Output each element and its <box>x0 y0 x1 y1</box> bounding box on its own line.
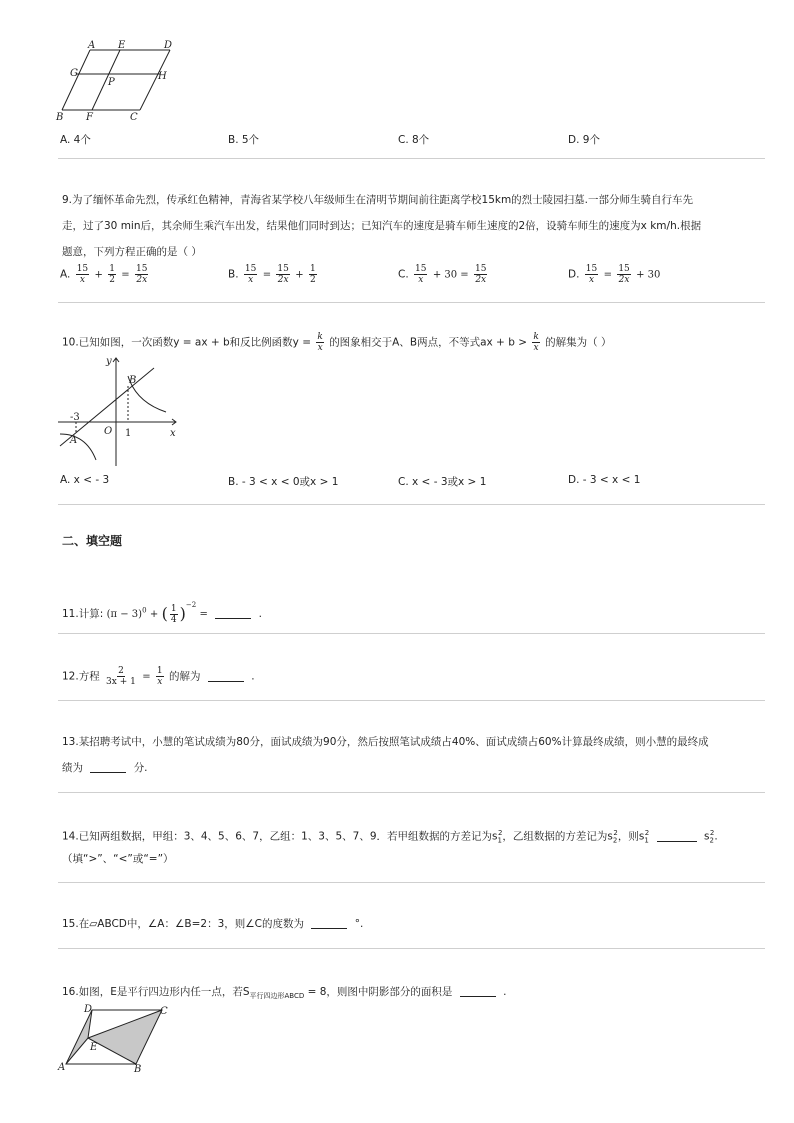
q11-expr: (π − 3) <box>106 609 143 620</box>
q14-text: 14.已知两组数据，甲组：3、4、5、6、7，乙组：1、3、5、7、9．若甲组数据的方差记为s <box>62 830 498 843</box>
answer-blank[interactable] <box>657 841 697 842</box>
operator: = <box>142 671 151 683</box>
q10-text-b: 的图象相交于A、B两点，不等式ax + b > <box>329 336 527 349</box>
option-letter: A. <box>60 268 71 281</box>
fraction: $\frac{15}{x}$ <box>585 264 598 285</box>
q10-option-d[interactable]: D. - 3 < x < 1 <box>568 474 641 486</box>
operator: = <box>121 269 130 281</box>
q12-prefix: 12.方程 <box>62 670 100 683</box>
option-letter: C. <box>398 268 409 281</box>
option-letter: B. <box>228 268 239 281</box>
q11-prefix: 11.计算: <box>62 608 104 620</box>
divider <box>58 700 765 701</box>
q10-option-c[interactable]: C. x < - 3或x > 1 <box>398 476 487 488</box>
q13-text: 分. <box>133 762 148 774</box>
answer-blank[interactable] <box>460 996 496 997</box>
q16-label-b: B <box>134 1064 142 1074</box>
divider <box>58 302 765 303</box>
divider <box>58 158 765 159</box>
subscript: 1 <box>644 836 649 845</box>
subscript: 1 <box>497 836 502 845</box>
fraction: $\frac{15}{2x}$ <box>475 264 487 285</box>
q9-option-a[interactable] <box>60 264 150 285</box>
q16-label-d: D <box>84 1004 93 1015</box>
exponent: −2 <box>185 601 197 609</box>
q10-text-a: 10.已知如图，一次函数y = ax + b和反比例函数y = <box>62 336 312 349</box>
superscript: 2 <box>644 829 650 837</box>
q9-line-3: 题意，下列方程正确的是（ ） <box>62 246 202 258</box>
q8-figure <box>52 38 182 122</box>
q16-label-c: C <box>160 1006 168 1017</box>
answer-blank[interactable] <box>311 928 347 929</box>
q10-figure <box>56 350 186 470</box>
q15-stem <box>62 916 363 932</box>
option-letter: D. <box>568 268 580 281</box>
q8-label-h: H <box>158 71 167 82</box>
q16-figure <box>54 1000 178 1074</box>
fraction: $\frac{k}{x}$ <box>317 332 323 353</box>
q16-text: 16.如图，E是平行四边形内任一点，若S <box>62 986 250 998</box>
q8-label-f: F <box>86 112 93 122</box>
q9-option-c[interactable] <box>398 264 489 285</box>
q10-text-c: 的解集为（ ） <box>545 336 612 349</box>
punctuation: . <box>258 608 262 620</box>
fraction: $\frac{1}{4}$ <box>170 603 177 625</box>
superscript: 2 <box>613 829 618 837</box>
q14-text: ，乙组数据的方差记为s <box>502 830 613 843</box>
q8-label-d: D <box>164 40 173 51</box>
subscript: 2 <box>709 836 714 845</box>
q10-label-y: y <box>106 356 112 367</box>
subscript: 2 <box>612 836 618 845</box>
section-title: 二、填空题 <box>62 534 123 548</box>
q8-option-c[interactable]: C. 8个 <box>398 134 430 146</box>
q10-label-a: A <box>70 435 78 446</box>
q8-label-a: A <box>88 40 96 51</box>
operator: + <box>149 609 159 620</box>
q14-line-2: （填“>”、“<”或“=”） <box>62 853 174 865</box>
operator: + <box>94 269 103 281</box>
answer-blank[interactable] <box>90 772 126 773</box>
hyperbola-branch-2 <box>60 434 96 460</box>
punctuation: . <box>251 670 255 683</box>
q8-edge-ab <box>62 50 90 110</box>
q10-label-x: x <box>170 428 176 439</box>
q10-option-a[interactable]: A. x < - 3 <box>60 474 110 486</box>
answer-blank[interactable] <box>208 681 244 682</box>
q10-label-b: B <box>129 375 137 386</box>
fraction: $\frac{1}{2}$ <box>109 264 115 285</box>
q8-option-d[interactable]: D. 9个 <box>568 134 600 146</box>
q9-line-1: 9.为了缅怀革命先烈，传承红色精神，青海省某学校八年级师生在清明节期间前往距离学校15km的烈士陵园扫墓.一部分师生骑自行车先 <box>62 194 694 206</box>
divider <box>58 882 765 883</box>
q16-label-e: E <box>90 1042 98 1053</box>
q8-label-p: P <box>108 77 115 88</box>
fraction: $\frac{1}{x}$ <box>156 666 163 687</box>
operator: = <box>603 269 612 281</box>
q14-text: ，则s <box>617 830 645 843</box>
q8-line-ef <box>92 50 120 110</box>
q8-label-c: C <box>130 112 138 122</box>
operator: + 30 = <box>432 269 469 281</box>
divider <box>58 504 765 505</box>
q10-option-b[interactable]: B. - 3 < x < 0或x > 1 <box>228 476 339 488</box>
superscript: 2 <box>497 829 503 837</box>
punctuation: . <box>714 830 718 843</box>
q10-label-neg3: -3 <box>70 412 80 423</box>
exponent: 0 <box>142 606 147 615</box>
operator: = <box>262 269 272 281</box>
q15-text: 15.在▱ABCD中，∠A：∠B=2：3，则∠C的度数为 <box>62 918 305 930</box>
answer-blank[interactable] <box>215 618 251 619</box>
q16-label-a: A <box>58 1062 66 1073</box>
q13-line-2 <box>62 760 148 776</box>
q8-option-a[interactable]: A. 4个 <box>60 134 91 146</box>
fraction: $\frac{2}{3x + 1}$ <box>106 666 136 687</box>
q9-option-d[interactable] <box>568 264 660 285</box>
q12-suffix: 的解为 <box>169 670 201 683</box>
fraction: $\frac{15}{2x}$ <box>618 264 630 285</box>
operator: + 30 <box>636 269 661 281</box>
q14-line-1 <box>62 825 718 849</box>
divider <box>58 633 765 634</box>
fraction: $\frac{15}{2x}$ <box>277 264 289 285</box>
q8-label-b: B <box>56 112 64 122</box>
divider <box>58 948 765 949</box>
q9-line-2: 走，过了30 min后，其余师生乘汽车出发，结果他们同时到达；已知汽车的速度是骑车师生速度的2倍，设骑车师生的速度为x km/h.根据 <box>62 220 702 232</box>
q8-label-e: E <box>118 40 126 51</box>
q10-label-o: O <box>104 426 113 437</box>
q13-line-1: 13.某招聘考试中，小慧的笔试成绩为80分，面试成绩为90分，然后按照笔试成绩占40%、面试成绩占60%计算最终成绩，则小慧的最终成 <box>62 736 709 748</box>
punctuation: . <box>503 986 507 998</box>
operator: + <box>295 269 304 281</box>
superscript: 2 <box>709 829 715 837</box>
divider <box>58 792 765 793</box>
fraction: $\frac{15}{x}$ <box>76 264 89 285</box>
fraction: $\frac{15}{x}$ <box>415 264 427 285</box>
operator: = <box>199 609 208 620</box>
q15-text: °. <box>354 918 364 930</box>
fraction: $\frac{1}{2}$ <box>309 264 316 285</box>
q16-text: = 8，则图中阴影部分的面积是 <box>307 986 453 998</box>
q13-text: 绩为 <box>62 762 83 774</box>
q11-stem: 11.计算: $(\pi - 3)^0$ + ( $\frac{1}{4}$ )$^{-2}$ = . <box>62 601 262 625</box>
q9-option-b[interactable] <box>228 264 319 285</box>
q8-label-g: G <box>70 68 78 79</box>
fraction: $\frac{k}{x}$ <box>533 332 539 353</box>
q8-option-b[interactable]: B. 5个 <box>228 134 260 146</box>
q16-shaded-triangle-ebc <box>88 1010 162 1064</box>
fraction: $\frac{15}{x}$ <box>244 264 257 285</box>
q10-label-one: 1 <box>125 428 132 439</box>
q12-stem <box>62 666 255 687</box>
q14-text: s <box>703 830 710 843</box>
subscript: 平行四边形ABCD <box>249 992 305 1001</box>
fraction: $\frac{15}{2x}$ <box>136 264 148 285</box>
